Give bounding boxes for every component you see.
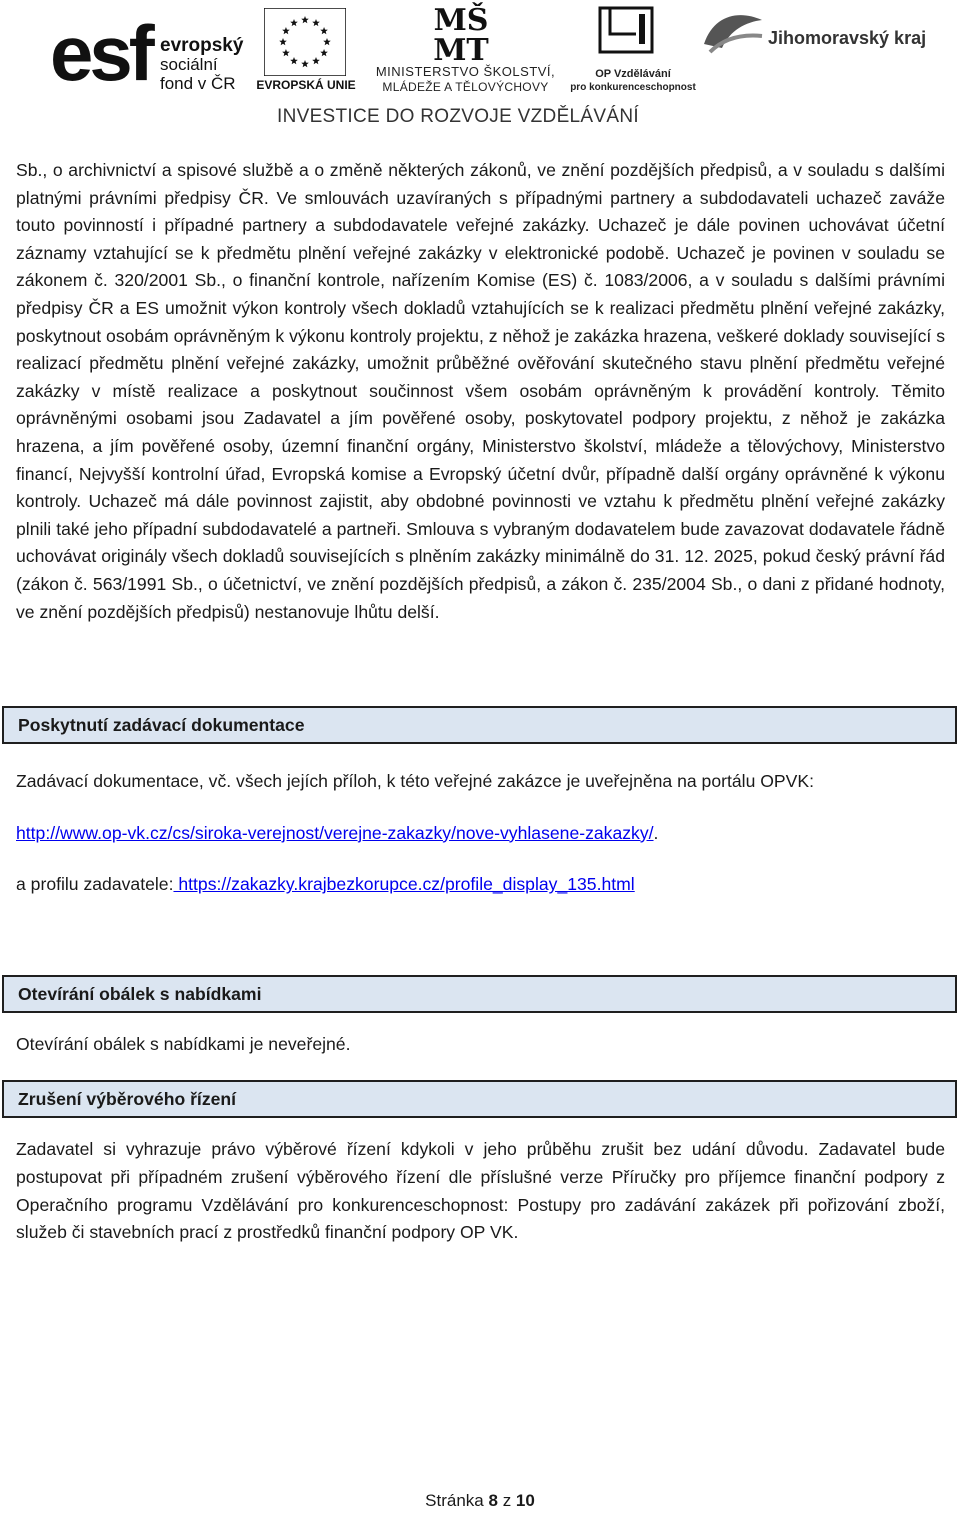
esf-logo — [50, 8, 244, 98]
op-vk-logo — [568, 4, 698, 100]
section-heading-docs: Poskytnutí zadávací dokumentace — [2, 706, 957, 744]
link-suffix: . — [653, 822, 659, 843]
msmt-line1: MINISTERSTVO ŠKOLSTVÍ, — [375, 64, 556, 79]
msmt-logo — [368, 0, 563, 100]
footer-page: 8 — [488, 1491, 498, 1510]
logo-header — [0, 0, 960, 140]
msmt-line2: MLÁDEŽE A TĚLOVÝCHOVY — [382, 80, 549, 94]
profile-link[interactable]: https://zakazky.krajbezkorupce.cz/profile_display_135.html — [173, 874, 635, 895]
tagline: INVESTICE DO ROZVOJE VZDĚLÁVÁNÍ — [277, 106, 639, 127]
esf-line3: fond v ČR — [160, 74, 236, 93]
section-heading-opening: Otevírání obálek s nabídkami — [2, 975, 957, 1013]
svg-text:MŠ: MŠ — [433, 3, 489, 38]
footer-label: Stránka — [425, 1491, 484, 1510]
section-heading-cancel: Zrušení výběrového řízení — [2, 1080, 957, 1118]
op-vk-mark-icon — [596, 4, 656, 56]
jmk-logo — [700, 8, 930, 68]
region-name: Jihomoravský kraj — [768, 28, 927, 48]
eu-logo — [250, 8, 362, 96]
footer-of: z — [502, 1491, 512, 1510]
opening-text: Otevírání obálek s nabídkami je neveřejné. — [16, 1033, 351, 1054]
msmt-mark-icon — [416, 0, 506, 62]
jmk-mark-icon — [700, 8, 766, 56]
cancel-text: Zadavatel si vyhrazuje právo výběrové řízení kdykoli v jeho průběhu zrušit bez udání důvodu. Zadavatel bude postupovat při případném zrušení výběrového řízení dle příslušné verze Příručky pro příjemce finanční podpory z Operačního programu Vzdělávání pro konkurenceschopnost: Postupy pro zadávání zakázek při pořizování zboží, služeb či stavebních prací z prostředků finanční podpory OP VK. — [16, 1139, 945, 1243]
eu-label: EVROPSKÁ UNIE — [256, 78, 356, 92]
profile-prefix: a profilu zadavatele: — [16, 874, 174, 895]
document-body — [16, 157, 945, 1247]
eu-stars-icon — [264, 8, 346, 76]
opvk-portal-link[interactable]: http://www.op-vk.cz/cs/siroka-verejnost/verejne-zakazky/nove-vyhlasene-zakazky/ — [16, 822, 654, 843]
op-line2: pro konkurenceschopnost — [570, 82, 696, 93]
esf-caption — [160, 36, 243, 93]
esf-line1: evropský — [160, 35, 244, 56]
op-line1: OP Vzdělávání — [595, 68, 671, 80]
docs-link-line — [16, 820, 945, 848]
intro-paragraph: Sb., o archivnictví a spisové službě a o změně některých zákonů, ve znění pozdějších předpisů, a v souladu s dalšími platnými právními předpisy ČR. Ve smlouvách uzavíraných s případnými partnery a subdodavateli uchazeč zaváže touto povinností i případné partnery a subdodavatele veřejné zakázky. Uchazeč je dále povinen uchovávat účetní záznamy vztahující se k předmětu plnění veřejné zakázky v elektronické podobě. Uchazeč je povinen v souladu se zákonem č. 320/2001 Sb., o finanční kontrole, nařízením Komise (ES) č. 1083/2006, a v souladu s dalšími právními předpisy ČR a ES umožnit výkon kontroly všech dokladů vztahujících se k realizaci předmětu plnění veřejné zakázky, poskytnout osobám oprávněným k výkonu kontroly projektu, z něhož je zakázka hrazena, veškeré doklady související s realizací předmětu plnění veřejné zakázky, umožnit průběžné ověřování skutečného stavu plnění předmětu veřejné zakázky v místě realizace a poskytnout součinnost všem osobám oprávněným k provádění kontroly. Těmito oprávněnými osobami jsou Zadavatel a jím pověřené osoby, poskytovatel podpory projektu, z něhož je zakázka hrazena, a jím pověřené osoby, územní finanční orgány, Ministerstvo školství, mládeže a tělovýchovy, Ministerstvo financí, Nejvyšší kontrolní úřad, Evropská komise a Evropský účetní dvůr, případně další orgány oprávněné k výkonu kontroly. Uchazeč má dále povinnost zajistit, aby obdobné povinnosti ve vztahu k předmětu plnění veřejné zakázky plnili také jeho případní subdodavatelé a partneři. Smlouva s vybraným dodavatelem bude zavazovat dodavatele řádně uchovávat originály všech dokladů souvisejících s plněním zakázky minimálně do 31. 12. 2025, pokud český právní řád (zákon č. 563/1991 Sb., o účetnictví, ve znění pozdějších předpisů, a zákon č. 235/2004 Sb., o dani z přidané hodnoty, ve znění pozdějších předpisů) nestanovuje lhůtu delší. — [16, 160, 945, 622]
esf-line2: sociální — [160, 55, 218, 74]
esf-letters: esf — [50, 9, 151, 97]
docs-text: Zadávací dokumentace, vč. všech jejích příloh, k této veřejné zakázce je uveřejněna na portálu OPVK: — [16, 771, 815, 792]
footer-total: 10 — [515, 1491, 535, 1510]
profile-line — [16, 871, 945, 899]
page-footer — [0, 1491, 960, 1511]
svg-text:MT: MT — [433, 33, 489, 62]
